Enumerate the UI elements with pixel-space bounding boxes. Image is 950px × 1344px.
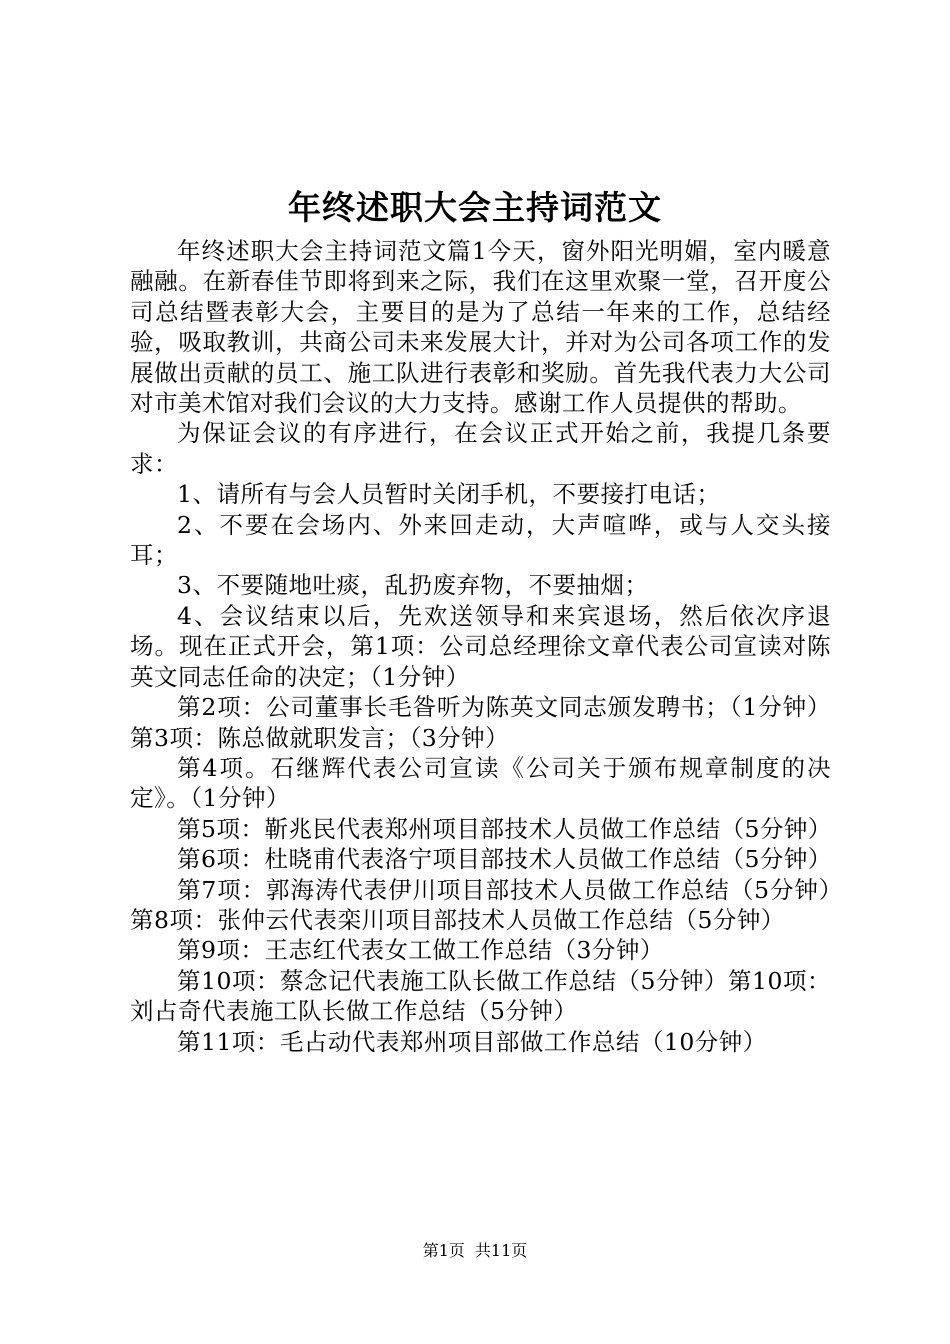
paragraph: 第7项：郭海涛代表伊川项目部技术人员做工作总结（5分钟）第8项：张仲云代表栾川项目部技术人员做工作总结（5分钟） <box>130 875 831 934</box>
paragraph: 1、请所有与会人员暂时关闭手机，不要接打电话； <box>177 480 721 509</box>
paragraph: 3、不要随地吐痰，乱扔废弃物，不要抽烟； <box>177 571 649 600</box>
paragraph: 第10项：蔡念记代表施工队长做工作总结（5分钟）第10项：刘占奇代表施工队长做工作总结（5分钟） <box>130 966 831 1026</box>
paragraph: 第4项。石继辉代表公司宣读《公司关于颁布规章制度的决定》。（1分钟） <box>130 753 831 813</box>
paragraph: 第9项：王志红代表女工做工作总结（3分钟） <box>177 936 664 965</box>
page-total: 共11页 <box>474 1241 528 1260</box>
paragraph: 4、会议结束以后，先欢送领导和来宾退场，然后依次序退场。现在正式开会，第1项：公司总经理徐文章代表公司宣读对陈英文同志任命的决定；（1分钟） <box>130 601 831 691</box>
paragraph: 第6项：杜晓甫代表洛宁项目部技术人员做工作总结（5分钟） <box>177 845 832 874</box>
document-title: 年终述职大会主持词范文 <box>288 188 662 227</box>
paragraph: 第2项：公司董事长毛昝听为陈英文同志颁发聘书；（1分钟）第3项：陈总做就职发言；（3分钟） <box>130 693 831 752</box>
paragraph: 2、不要在会场内、外来回走动，大声喧哗，或与人交头接耳； <box>130 510 831 570</box>
page-footer <box>0 1240 950 1262</box>
paragraph: 第11项：毛占动代表郑州项目部做工作总结（10分钟） <box>177 1027 767 1056</box>
document-body <box>130 236 831 1057</box>
page-number: 第1页 <box>422 1241 465 1260</box>
paragraph: 第5项：靳兆民代表郑州项目部技术人员做工作总结（5分钟） <box>177 814 832 843</box>
paragraph: 年终述职大会主持词范文篇1今天，窗外阳光明媚，室内暖意融融。在新春佳节即将到来之际，我们在这里欢聚一堂，召开度公司总结暨表彰大会，主要目的是为了总结一年来的工作，总结经验，吸取教训，共商公司未来发展大计，并对为公司各项工作的发展做出贡献的员工、施工队进行表彰和奖励。首先我代表力大公司对市美术馆对我们会议的大力支持。感谢工作人员提供的帮助。 <box>130 237 831 418</box>
paragraph: 为保证会议的有序进行，在会议正式开始之前，我提几条要求： <box>130 419 831 478</box>
